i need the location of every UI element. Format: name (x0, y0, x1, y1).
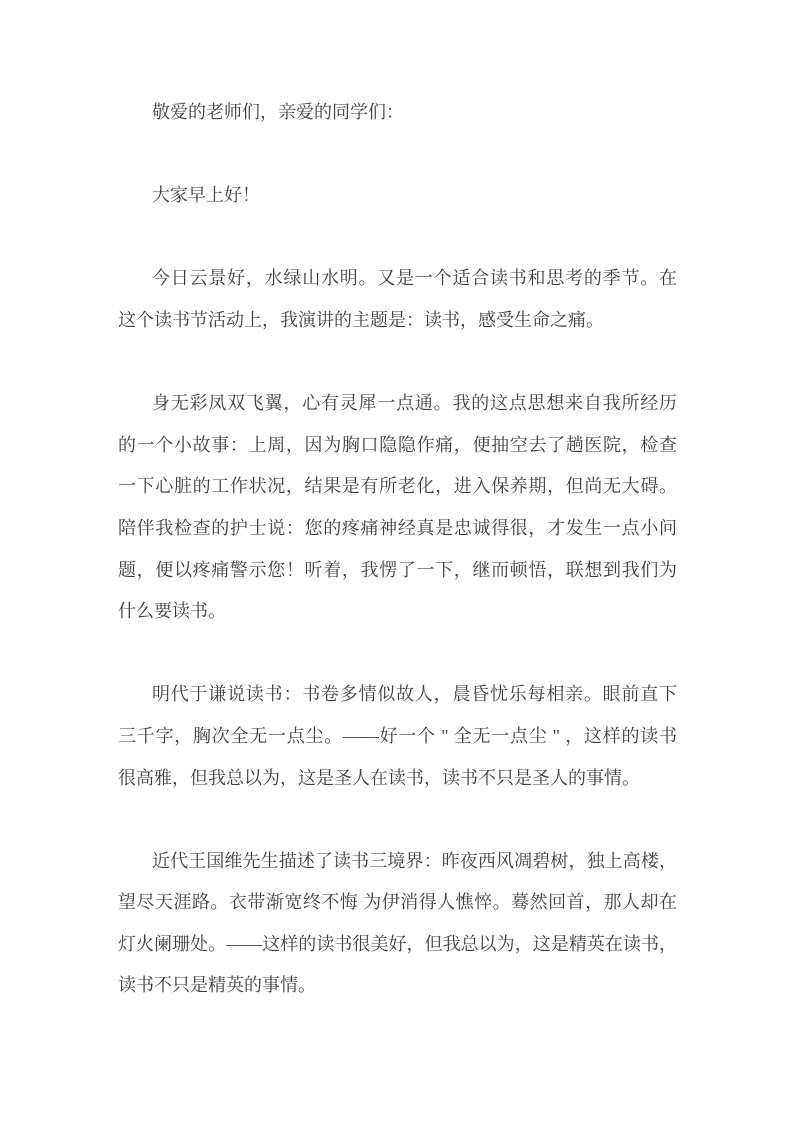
text-line: 一下心脏的工作状况，结果是有所老化，进入保养期，但尚无大碍。 (118, 476, 677, 497)
paragraph-yuqian-quote (118, 674, 677, 799)
text-line: 三千字，胸次全无一点尘。——好一个 " 全无一点尘 " ，这样的读书 (118, 725, 677, 746)
text-line: 身无彩凤双飞翼，心有灵犀一点通。我的这点思想来自我所经历 (152, 393, 677, 414)
paragraph-salutation (118, 92, 677, 134)
text-line: 陪伴我检查的护士说：您的疼痛神经真是忠诚得很，才发生一点小问 (118, 517, 677, 538)
document-body (118, 92, 677, 1049)
paragraph-story (118, 383, 677, 633)
text-line: 敬爱的老师们，亲爱的同学们： (152, 102, 404, 122)
paragraph-wangguowei-quote (118, 841, 677, 1007)
text-line: 什么要读书。 (118, 601, 226, 622)
text-line: 灯火阑珊处。——这样的读书很美好，但我总以为，这是精英在读书， (118, 933, 677, 954)
text-line: 近代王国维先生描述了读书三境界：昨夜西风凋碧树，独上高楼， (152, 850, 677, 871)
text-line: 读书不只是精英的事情。 (118, 975, 316, 996)
text-line: 这个读书节活动上，我演讲的主题是：读书，感受生命之痛。 (118, 309, 604, 330)
text-line: 今日云景好，水绿山水明。又是一个适合读书和思考的季节。在 (152, 268, 677, 289)
paragraph-greeting (118, 175, 677, 217)
text-line: 望尽天涯路。衣带渐宽终不悔 为伊消得人憔悴。蓦然回首，那人却在 (118, 892, 677, 913)
text-line: 大家早上好！ (152, 185, 260, 206)
text-line: 的一个小故事：上周，因为胸口隐隐作痛，便抽空去了趟医院，检查 (118, 434, 677, 455)
text-line: 明代于谦说读书：书卷多情似故人，晨昏忧乐每相亲。眼前直下 (152, 684, 677, 705)
text-line: 题，便以疼痛警示您！听着，我愣了一下，继而顿悟，联想到我们为 (118, 559, 677, 580)
paragraph-intro (118, 258, 677, 341)
text-line: 很高雅，但我总以为，这是圣人在读书，读书不只是圣人的事情。 (118, 767, 640, 788)
